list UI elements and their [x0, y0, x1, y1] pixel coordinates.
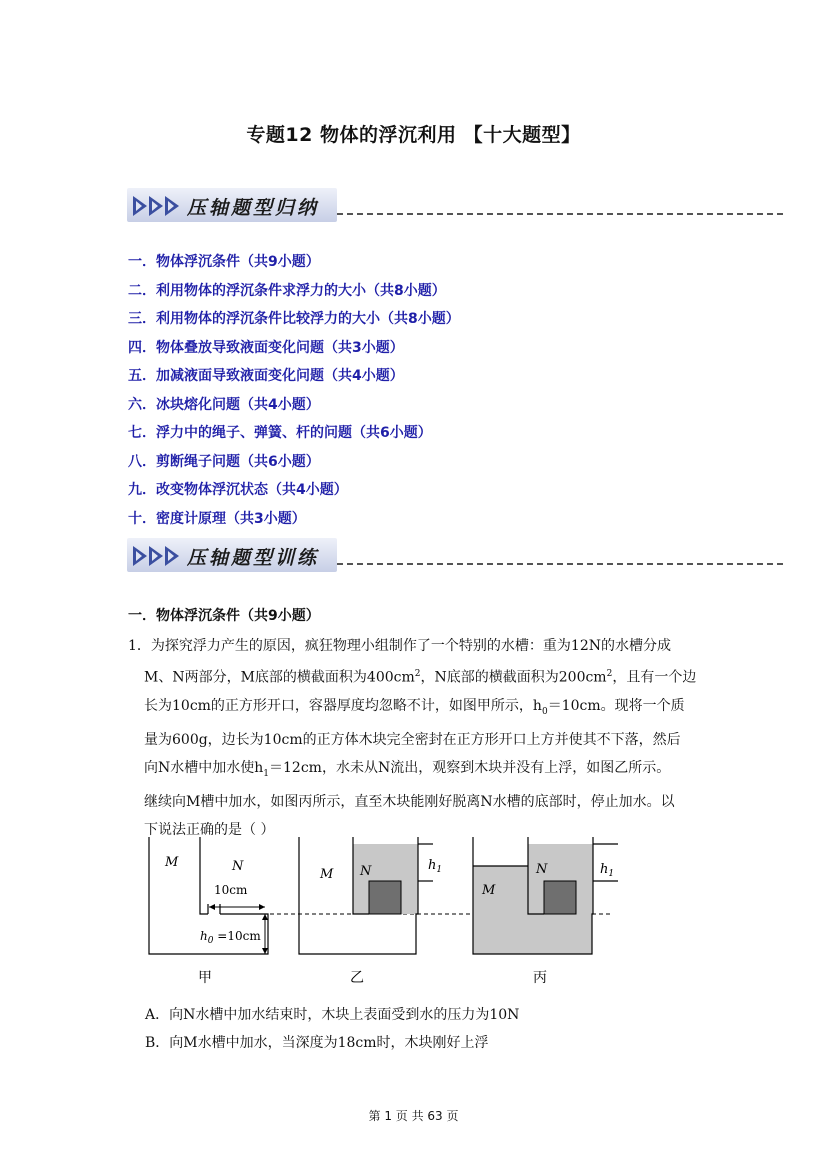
caption-jia: 甲 — [198, 970, 212, 986]
figure-yi — [299, 837, 433, 954]
question-line: ＝10cm。现将一个质 — [547, 698, 685, 715]
label-n: N — [536, 862, 548, 877]
h0-value: =10cm — [213, 929, 261, 943]
label-h1 — [600, 862, 614, 879]
arrow-head — [262, 914, 268, 920]
superscript: 2 — [414, 669, 421, 680]
dashed-divider — [337, 563, 783, 565]
toc-item[interactable]: 九．改变物体浮沉状态（共4小题） — [128, 482, 348, 498]
question-line: 长为10cm的正方形开口，容器厚度均忽略不计，如图甲所示，h — [144, 698, 542, 715]
question-line: 下说法正确的是（ ） — [144, 822, 275, 839]
triple-arrow-icon — [131, 194, 183, 218]
h1-subscript: 1 — [436, 865, 443, 875]
h1-subscript: 1 — [608, 869, 615, 879]
h0-subscript: 0 — [207, 936, 214, 946]
question-line: M、N两部分，M底部的横截面积为400cm — [144, 669, 415, 686]
triple-arrow-icon — [131, 544, 183, 568]
label-h0 — [200, 929, 261, 946]
label-h1 — [428, 858, 442, 875]
question-line: ＝12cm，水未从N流出，观察到木块并没有上浮，如图乙所示。 — [269, 760, 671, 777]
water-bottom — [528, 914, 592, 954]
label-m: M — [165, 855, 179, 870]
option-a[interactable]: A．向N水槽中加水结束时，木块上表面受到水的压力为10N — [145, 1007, 520, 1023]
toc-item[interactable]: 一．物体浮沉条件（共9小题） — [128, 254, 320, 270]
h1-symbol: h — [428, 858, 437, 873]
option-b[interactable]: B．向M水槽中加水，当深度为18cm时，木块刚好上浮 — [145, 1035, 489, 1051]
banner-title: 压轴题型训练 — [187, 547, 320, 569]
section-heading: 一．物体浮沉条件（共9小题） — [128, 608, 320, 624]
toc-item[interactable]: 六．冰块熔化问题（共4小题） — [128, 396, 320, 413]
arrow-head — [262, 948, 268, 954]
banner-title: 压轴题型归纳 — [187, 197, 320, 219]
toc-item[interactable]: 三．利用物体的浮沉条件比较浮力的大小（共8小题） — [128, 311, 460, 327]
wood-block — [544, 881, 576, 914]
label-n: N — [360, 864, 372, 879]
tank-diagram — [140, 832, 630, 997]
label-m: M — [482, 883, 496, 898]
question-1 — [128, 632, 708, 845]
label-n: N — [232, 859, 244, 874]
water-m — [473, 866, 528, 954]
label-open-width: 10cm — [214, 883, 248, 897]
question-line: 向N水槽中加水使h — [144, 760, 264, 777]
question-line: ，N底部的横截面积为200cm — [420, 669, 607, 686]
arrow-head — [259, 904, 265, 910]
question-line: 量为600g，边长为10cm的正方体木块完全密封在正方形开口上方并使其不下落，然后 — [144, 732, 681, 749]
dashed-divider — [337, 213, 783, 215]
toc-item[interactable]: 七．浮力中的绳子、弹簧、杆的问题（共6小题） — [128, 425, 432, 441]
question-line: 为探究浮力产生的原因，疯狂物理小组制作了一个特别的水槽：重为12N的水槽分成 — [150, 638, 671, 654]
toc-item[interactable]: 八．剪断绳子问题（共6小题） — [128, 453, 320, 470]
toc-item[interactable]: 五．加减液面导致液面变化问题（共4小题） — [128, 368, 404, 384]
page-footer: 第 1 页 共 63 页 — [368, 1109, 459, 1123]
subscript: 0 — [541, 706, 548, 717]
arrow-head — [209, 904, 215, 910]
superscript: 2 — [606, 669, 613, 680]
wood-block — [369, 881, 401, 914]
subscript: 1 — [263, 769, 270, 780]
section-banner-training — [127, 538, 787, 574]
h0-symbol: h — [200, 929, 208, 943]
page-title: 专题12 物体的浮沉利用 【十大题型】 — [246, 124, 581, 146]
toc-list — [128, 248, 460, 533]
section-banner-summary — [127, 188, 787, 224]
question-number: 1． — [128, 638, 151, 654]
caption-yi: 乙 — [350, 970, 364, 986]
partition-wall — [200, 837, 208, 914]
h1-symbol: h — [600, 862, 609, 877]
question-line: ，且有一个边 — [612, 669, 697, 686]
toc-item[interactable]: 十．密度计原理（共3小题） — [128, 510, 306, 527]
label-m: M — [320, 867, 334, 882]
question-line: 继续向M槽中加水，如图丙所示，直至木块能刚好脱离N水槽的底部时，停止加水。以 — [144, 794, 675, 811]
caption-bing: 丙 — [533, 970, 547, 986]
toc-item[interactable]: 二．利用物体的浮沉条件求浮力的大小（共8小题） — [128, 282, 446, 299]
toc-item[interactable]: 四．物体叠放导致液面变化问题（共3小题） — [128, 339, 404, 356]
